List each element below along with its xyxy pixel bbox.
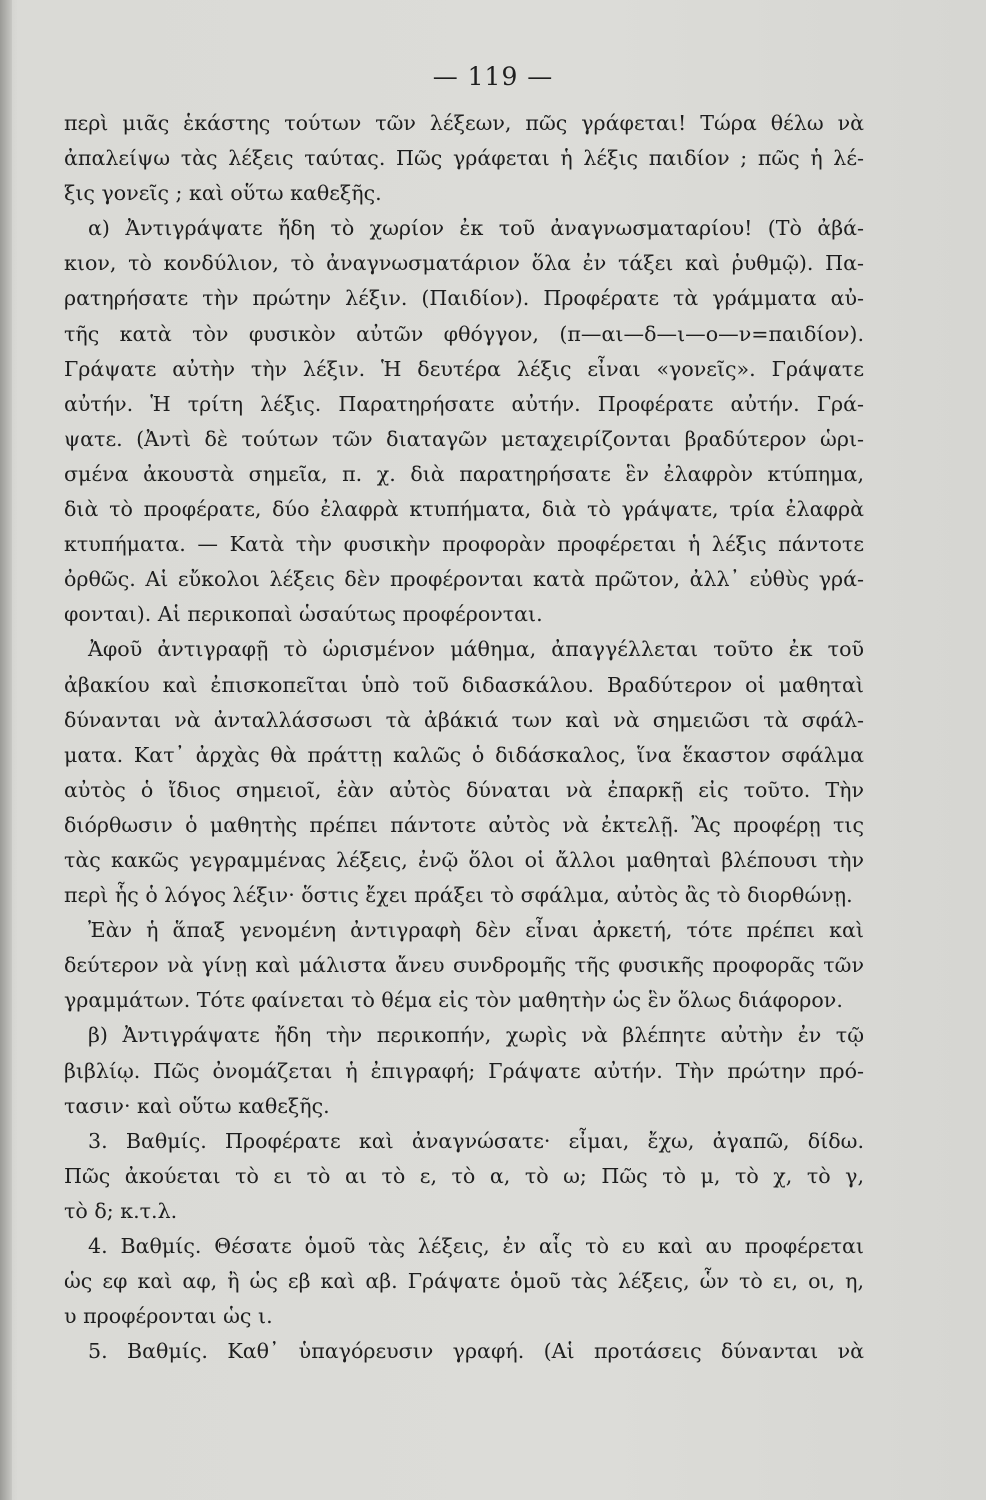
text-line: φονται). Αἱ περικοπαὶ ὡσαύτως προφέρονται. xyxy=(64,602,543,627)
text-line: διόρθωσιν ὁ μαθητὴς πρέπει πάντοτε αὐτὸς νὰ ἐκτελῇ. Ἂς προφέρῃ τις xyxy=(64,812,864,837)
text-line: σμένα ἀκουστὰ σημεῖα, π. χ. διὰ παρατηρήσατε ἓν ἐλαφρὸν κτύπημα, xyxy=(64,461,864,486)
text-line: 3. Βαθμίς. Προφέρατε καὶ ἀναγνώσατε· εἶμαι, ἔχω, ἀγαπῶ, δίδω. xyxy=(88,1128,864,1153)
text-line: 5. Βαθμίς. Καθ᾽ ὑπαγόρευσιν γραφή. (Αἱ προτάσεις δύνανται νὰ xyxy=(88,1339,864,1364)
text-line: ὡς εφ καὶ αφ, ἢ ὡς εβ καὶ αβ. Γράψατε ὁμοῦ τὰς λέξεις, ὧν τὸ ει, οι, η, xyxy=(64,1269,864,1294)
page-number: — 119 — xyxy=(432,62,554,91)
text-line: δεύτερον νὰ γίνῃ καὶ μάλιστα ἄνευ συνδρομῆς τῆς φυσικῆς προφορᾶς τῶν xyxy=(64,953,864,978)
text-line: Ἐὰν ἡ ἅπαξ γενομένη ἀντιγραφὴ δὲν εἶναι ἀρκετή, τότε πρέπει καὶ xyxy=(88,918,864,943)
text-line: α) Ἀντιγράψατε ἤδη τὸ χωρίον ἐκ τοῦ ἀναγνωσματαρίου! (Τὸ ἀβά- xyxy=(88,216,864,241)
text-line: περὶ ἧς ὁ λόγος λέξιν· ὅστις ἔχει πράξει τὸ σφάλμα, αὐτὸς ἂς τὸ διορθώνῃ. xyxy=(64,883,853,908)
text-line: τὰς κακῶς γεγραμμένας λέξεις, ἐνῷ ὅλοι οἱ ἄλλοι μαθηταὶ βλέπουσι τὴν xyxy=(64,847,864,872)
binding-edge xyxy=(0,0,12,1500)
text-line: αὐτήν. Ἡ τρίτη λέξις. Παρατηρήσατε αὐτήν. Προφέρατε αὐτήν. Γρά- xyxy=(64,391,864,416)
text-line: ἀπαλείψω τὰς λέξεις ταύτας. Πῶς γράφεται ἡ λέξις παιδίον ; πῶς ἡ λέ- xyxy=(64,146,864,171)
text-line: γραμμάτων. Τότε φαίνεται τὸ θέμα εἰς τὸν μαθητὴν ὡς ἓν ὅλως διάφορον. xyxy=(64,988,843,1013)
text-line: 4. Βαθμίς. Θέσατε ὁμοῦ τὰς λέξεις, ἐν αἷς τὸ ευ καὶ αυ προφέρεται xyxy=(88,1234,864,1258)
text-line: ἀβακίου καὶ ἐπισκοπεῖται ὑπὸ τοῦ διδασκάλου. Βραδύτερον οἱ μαθηταὶ xyxy=(64,672,864,697)
text-line: περὶ μιᾶς ἑκάστης τούτων τῶν λέξεων, πῶς γράφεται! Τώρα θέλω νὰ xyxy=(64,111,864,135)
text-line: Ἀφοῦ ἀντιγραφῇ τὸ ὡρισμένον μάθημα, ἀπαγγέλλεται τοῦτο ἐκ τοῦ xyxy=(88,637,864,662)
text-line: δύνανται νὰ ἀνταλλάσσωσι τὰ ἀβάκιά των καὶ νὰ σημειῶσι τὰ σφάλ- xyxy=(64,707,864,732)
text-line: κιον, τὸ κονδύλιον, τὸ ἀναγνωσματάριον ὅλα ἐν τάξει καὶ ῥυθμῷ). Πα- xyxy=(64,251,864,276)
text-line: ψατε. (Ἀντὶ δὲ τούτων τῶν διαταγῶν μεταχειρίζονται βραδύτερον ὡρι- xyxy=(64,426,864,451)
text-line: Πῶς ἀκούεται τὸ ει τὸ αι τὸ ε, τὸ α, τὸ ω; Πῶς τὸ μ, τὸ χ, τὸ γ, xyxy=(64,1163,864,1188)
text-line: Γράψατε αὐτὴν τὴν λέξιν. Ἡ δευτέρα λέξις εἶναι «γονεῖς». Γράψατε xyxy=(64,356,864,381)
text-line: υ προφέρονται ὡς ι. xyxy=(64,1304,273,1329)
text-line: β) Ἀντιγράψατε ἤδη τὴν περικοπήν, χωρὶς νὰ βλέπητε αὐτὴν ἐν τῷ xyxy=(88,1023,864,1048)
text-line: ματα. Κατ᾽ ἀρχὰς θὰ πράττῃ καλῶς ὁ διδάσκαλος, ἵνα ἕκαστον σφάλμα xyxy=(64,742,864,767)
text-line: τασιν· καὶ οὕτω καθεξῆς. xyxy=(64,1093,330,1118)
text-line: αὐτὸς ὁ ἴδιος σημειοῖ, ἐὰν αὐτὸς δύναται νὰ ἐπαρκῇ εἰς τοῦτο. Τὴν xyxy=(64,777,864,802)
text-line: ρατηρήσατε τὴν πρώτην λέξιν. (Παιδίον). Προφέρατε τὰ γράμματα αὐ- xyxy=(64,286,864,311)
text-line: βιβλίῳ. Πῶς ὀνομάζεται ἡ ἐπιγραφή; Γράψατε αὐτήν. Τὴν πρώτην πρό- xyxy=(64,1058,864,1083)
text-line: ξις γονεῖς ; καὶ οὕτω καθεξῆς. xyxy=(64,181,382,206)
text-line: ὀρθῶς. Αἱ εὔκολοι λέξεις δὲν προφέρονται κατὰ πρῶτον, ἀλλ᾽ εὐθὺς γρά- xyxy=(64,567,864,592)
body-text xyxy=(64,106,864,1369)
text-line: τῆς κατὰ τὸν φυσικὸν αὐτῶν φθόγγον, (π—αι—δ—ι—ο—ν=παιδίον). xyxy=(64,321,864,346)
text-line: κτυπήματα. — Κατὰ τὴν φυσικὴν προφορὰν προφέρεται ἡ λέξις πάντοτε xyxy=(64,532,864,557)
text-line: τὸ δ; κ.τ.λ. xyxy=(64,1198,178,1223)
text-line: διὰ τὸ προφέρατε, δύο ἐλαφρὰ κτυπήματα, διὰ τὸ γράψατε, τρία ἐλαφρὰ xyxy=(64,497,864,522)
